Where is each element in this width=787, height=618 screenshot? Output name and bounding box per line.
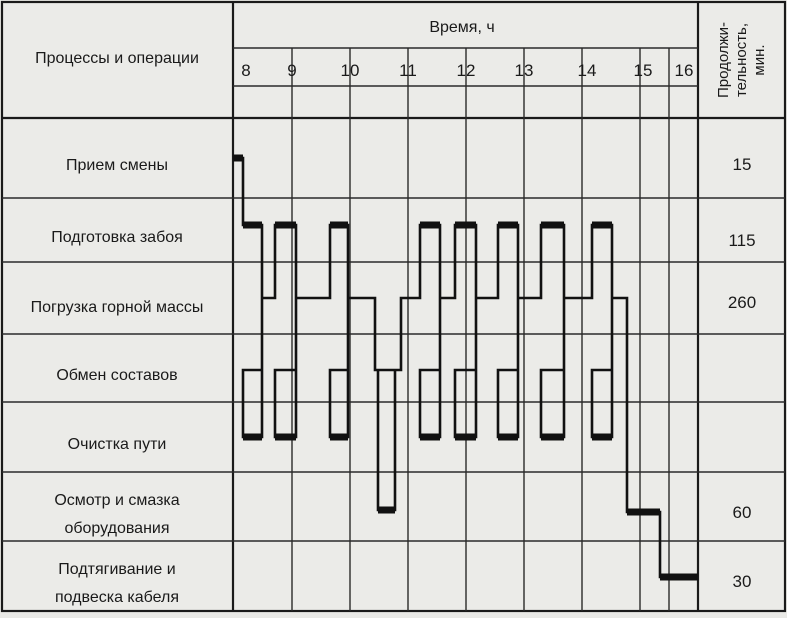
- process-label: оборудования: [64, 520, 170, 537]
- time-header: Время, ч: [429, 19, 495, 36]
- duration-value: 260: [727, 293, 757, 312]
- duration-values: [728, 155, 756, 591]
- hour-label: 15: [633, 61, 653, 80]
- process-label: Осмотр и смазка: [54, 492, 180, 509]
- hour-label: 16: [674, 61, 694, 80]
- processes-header: Процессы и операции: [35, 50, 199, 67]
- duration-value: 115: [728, 231, 756, 250]
- duration-header-line3: мин.: [751, 44, 768, 76]
- duration-header: [715, 22, 768, 98]
- hour-label: 10: [340, 61, 360, 80]
- hour-label: 9: [287, 61, 297, 80]
- hour-label: 11: [399, 61, 417, 80]
- process-label: Прием смены: [66, 157, 168, 174]
- process-label: Погрузка горной массы: [30, 299, 204, 316]
- duration-header-line1: Продолжи-: [715, 21, 732, 99]
- row-labels: [31, 157, 204, 606]
- process-label: Очистка пути: [67, 436, 167, 453]
- duration-header-line2: тельность,: [733, 22, 750, 98]
- hour-labels: [241, 61, 693, 80]
- hour-label: 12: [456, 61, 476, 80]
- process-label: Обмен составов: [56, 367, 178, 384]
- duration-value: 15: [732, 155, 752, 174]
- hour-label: 8: [241, 61, 251, 80]
- duration-value: 60: [732, 503, 752, 522]
- hour-label: 13: [514, 61, 534, 80]
- duration-value: 30: [732, 572, 752, 591]
- process-label: Подтягивание и: [58, 561, 176, 578]
- hour-label: 14: [577, 61, 597, 80]
- process-label: подвеска кабеля: [54, 589, 180, 606]
- process-label: Подготовка забоя: [51, 229, 183, 246]
